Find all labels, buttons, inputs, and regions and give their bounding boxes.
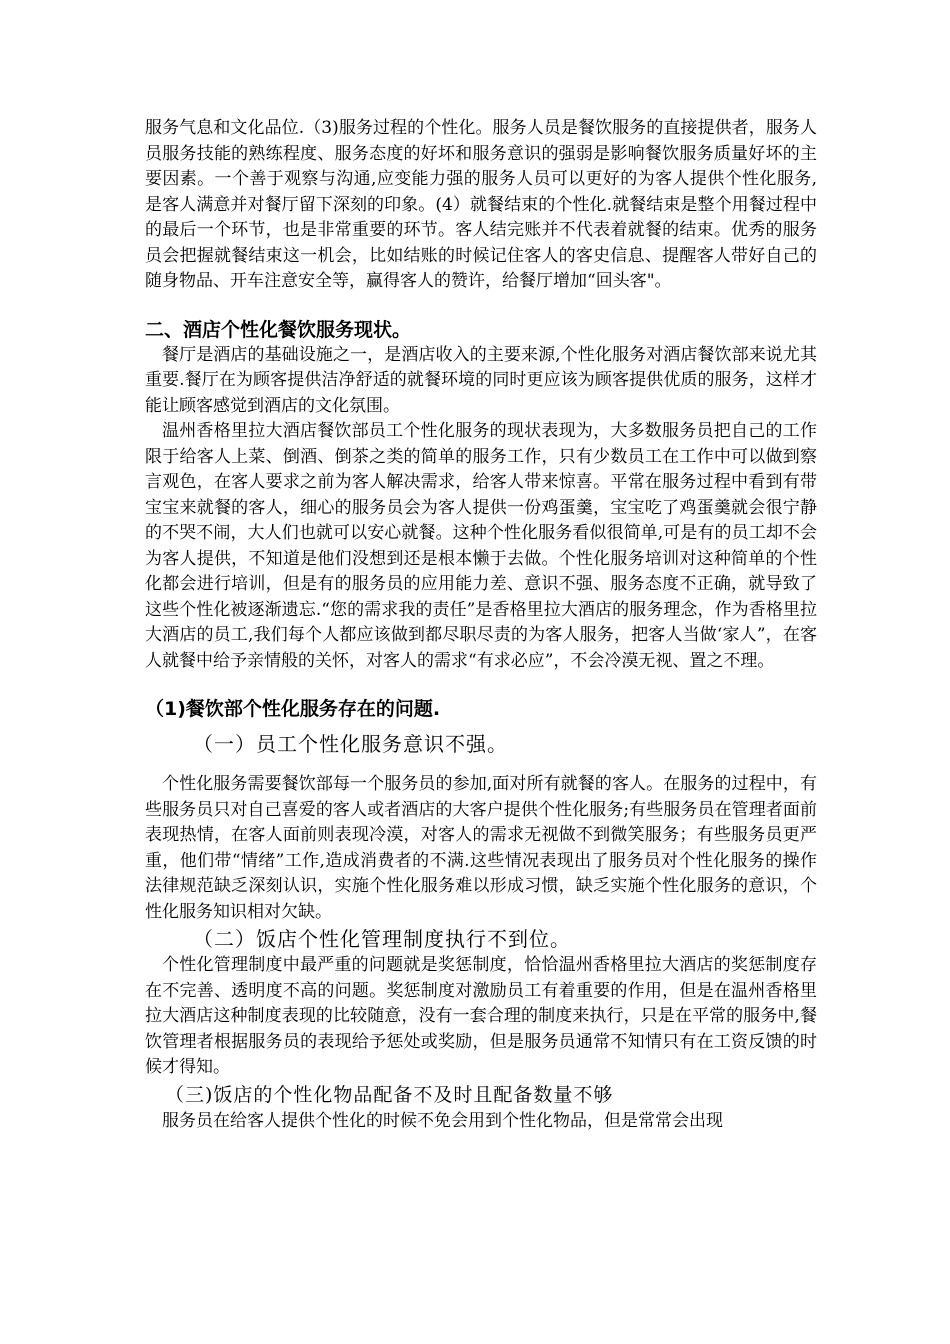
heading-management: （二）饭店个性化管理制度执行不到位。 [193,927,571,951]
document-page [145,116,817,1134]
section-heading-status: 二、酒店个性化餐饮服务现状。 [145,318,412,341]
heading-supplies: （三)饭店的个性化物品配备不及时且配备数量不够 [165,1083,614,1106]
paragraph-awareness: 个性化服务需要餐饮部每一个服务员的参加,面对所有就餐的客人。在服务的过程中，有些服务员只对自己喜爱的客人或者酒店的大客户提供个性化服务;有些服务员在管理者面前表现热情，在客人面前则表现冷漠，对客人的需求无视做不到微笑服务；有些服务员更严重，他们带“情绪”工作,造成消费者的不满.这些情况表现出了服务员对个性化服务的操作法律规范缺乏深刻认识，实施个性化服务难以形成习惯，缺乏实施个性化服务的意识，个性化服务知识相对欠缺。 [145,774,817,922]
paragraph-service-process: 服务气息和文化品位.（3)服务过程的个性化。服务人员是餐饮服务的直接提供者，服务人员服务技能的熟练程度、服务态度的好坏和服务意识的强弱是影响餐饮服务质量好坏的主要因素。一个善于观察与沟通,应变能力强的服务人员可以更好的为客人提供个性化服务,是客人满意并对餐厅留下深刻的印象。(4）就餐结束的个性化.就餐结束是整个用餐过程中的最后一个环节，也是非常重要的环节。客人结完账并不代表着就餐的结束。优秀的服务员会把握就餐结束这一机会，比如结账的时候记住客人的客史信息、提醒客人带好自己的随身物品、开车注意安全等，赢得客人的赞许，给餐厅增加“回头客"。 [145,118,817,291]
paragraph-supplies: 服务员在给客人提供个性化的时候不免会用到个性化物品，但是常常会出现 [162,1110,723,1131]
heading-awareness: （一）员工个性化服务意识不强。 [193,732,508,756]
subsection-heading-problems: （1)餐饮部个性化服务存在的问题. [145,698,441,720]
paragraph-current-status: 温州香格里拉大酒店餐饮部员工个性化服务的现状表现为，大多数服务员把自己的工作限于给客人上菜、倒酒、倒茶之类的简单的服务工作，只有少数员工在工作中可以做到察言观色，在客人要求之前为客人解决需求，给客人带来惊喜。平常在服务过程中看到有带宝宝来就餐的客人，细心的服务员会为客人提供一份鸡蛋羹，宝宝吃了鸡蛋羹就会很宁静的不哭不闹，大人们也就可以安心就餐。这种个性化服务看似很简单,可是有的员工却不会为客人提供，不知道是他们没想到还是根本懒于去做。个性化服务培训对这种简单的个性化都会进行培训，但是有的服务员的应用能力差、意识不强、服务态度不正确，就导致了这些个性化被逐渐遗忘.“您的需求我的责任”是香格里拉大酒店的服务理念，作为香格里拉大酒店的员工,我们每个人都应该做到都尽职尽责的为客人服务，把客人当做‘家人”，在客人就餐中给予亲情般的关怀，对客人的需求“有求必应”，不会冷漠无视、置之不理。 [145,421,817,671]
paragraph-restaurant-importance: 餐厅是酒店的基础设施之一，是酒店收入的主要来源,个性化服务对酒店餐饮部来说尤其重要.餐厅在为顾客提供洁净舒适的就餐环境的同时更应该为顾客提供优质的服务，这样才能让顾客感觉到酒店的文化氛围。 [145,344,817,416]
paragraph-management: 个性化管理制度中最严重的问题就是奖惩制度，恰恰温州香格里拉大酒店的奖惩制度存在不完善、透明度不高的问题。奖惩制度对激励员工有着重要的作用，但是在温州香格里拉大酒店这种制度表现的比较随意，没有一套合理的制度来执行，只是在平常的服务中,餐饮管理者根据服务员的表现给予惩处或奖励，但是服务员通常不知情只有在工资反馈的时候才得知。 [145,955,817,1077]
